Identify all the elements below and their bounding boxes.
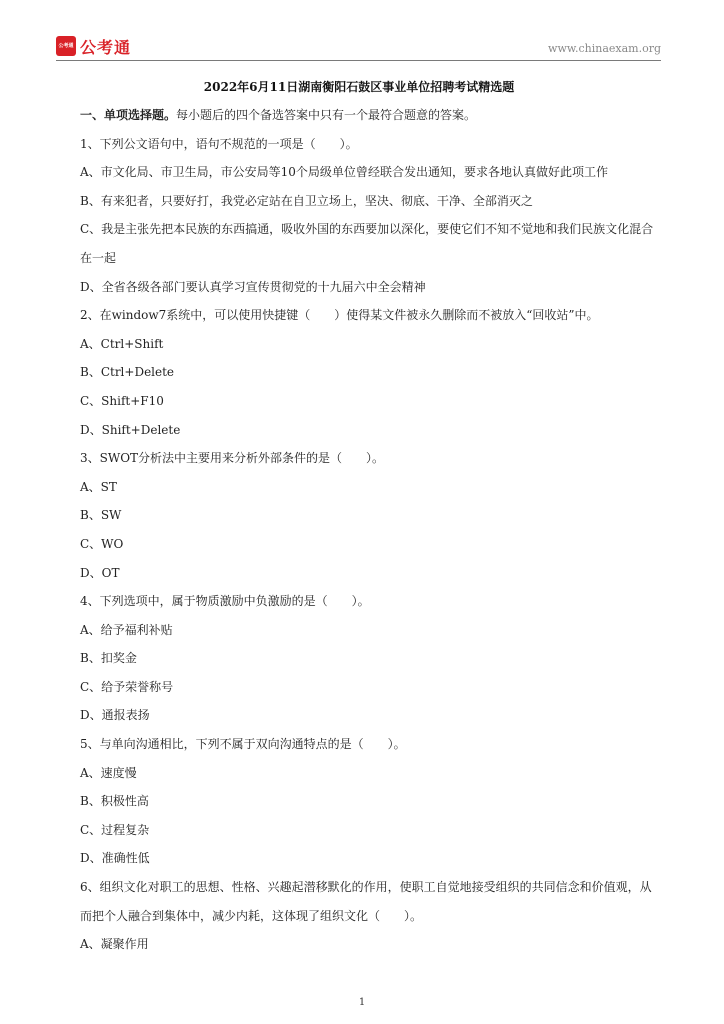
logo-text: 公考通 bbox=[80, 37, 132, 57]
answer-option: D、通报表扬 bbox=[80, 708, 150, 723]
answer-option: B、扣奖金 bbox=[80, 651, 137, 666]
answer-option: B、积极性高 bbox=[80, 794, 149, 809]
question-stem: 2、在window7系统中，可以使用快捷键（ ）使得某文件被永久删除而不被放入“回收站”中。 bbox=[80, 308, 599, 323]
question-stem: 4、下列选项中，属于物质激励中负激励的是（ ）。 bbox=[80, 594, 370, 609]
header-divider bbox=[56, 60, 661, 61]
answer-option: C、WO bbox=[80, 536, 124, 551]
question-stem: 6、组织文化对职工的思想、性格、兴趣起潜移默化的作用，使职工自觉地接受组织的共同信念和价值观，从而把个人融合到集体中，减少内耗，这体现了组织文化（ ）。 bbox=[80, 880, 652, 923]
answer-option: A、市文化局、市卫生局，市公安局等10个局级单位曾经联合发出通知，要求各地认真做好此项工作 bbox=[80, 165, 608, 180]
answer-option: D、准确性低 bbox=[80, 851, 150, 866]
answer-option: D、Shift+Delete bbox=[80, 422, 181, 437]
answer-option: C、给予荣誉称号 bbox=[80, 679, 174, 694]
site-url: www.chinaexam.org bbox=[548, 42, 661, 55]
section-instruction: 每小题后的四个备选答案中只有一个最符合题意的答案。 bbox=[176, 108, 477, 122]
question-stem: 5、与单向沟通相比，下列不属于双向沟通特点的是（ ）。 bbox=[80, 737, 406, 752]
section-intro bbox=[56, 101, 662, 130]
question-stem: 1、下列公文语句中，语句不规范的一项是（ ）。 bbox=[80, 136, 358, 151]
answer-option: A、Ctrl+Shift bbox=[80, 336, 164, 351]
page-header bbox=[56, 35, 661, 57]
answer-option: B、有来犯者，只要好打，我党必定站在自卫立场上，坚决、彻底、干净、全部消灭之 bbox=[80, 193, 533, 208]
answer-option: C、我是主张先把本民族的东西搞通，吸收外国的东西要加以深化，要使它们不知不觉地和我们民族文化混合在一起 bbox=[80, 222, 654, 265]
answer-option: A、给予福利补贴 bbox=[80, 622, 173, 637]
document-body bbox=[56, 73, 662, 959]
answer-option: C、过程复杂 bbox=[80, 822, 150, 837]
answer-option: C、Shift+F10 bbox=[80, 393, 164, 408]
answer-option: A、凝聚作用 bbox=[80, 937, 149, 952]
question-stem: 3、SWOT分析法中主要用来分析外部条件的是（ ）。 bbox=[80, 451, 385, 466]
answer-option: D、全省各级各部门要认真学习宣传贯彻党的十九届六中全会精神 bbox=[80, 279, 426, 294]
answer-option: B、SW bbox=[80, 508, 122, 523]
brand-logo bbox=[56, 35, 131, 57]
document-title: 2022年6月11日湖南衡阳石鼓区事业单位招聘考试精选题 bbox=[203, 80, 515, 94]
answer-option: A、ST bbox=[80, 479, 117, 494]
answer-option: D、OT bbox=[80, 565, 120, 580]
answer-option: B、Ctrl+Delete bbox=[80, 365, 175, 380]
answer-option: A、速度慢 bbox=[80, 765, 137, 780]
logo-badge-icon: 公考通 bbox=[56, 36, 76, 56]
page-number: 1 bbox=[358, 997, 366, 1008]
section-heading: 一、单项选择题。 bbox=[80, 108, 177, 122]
